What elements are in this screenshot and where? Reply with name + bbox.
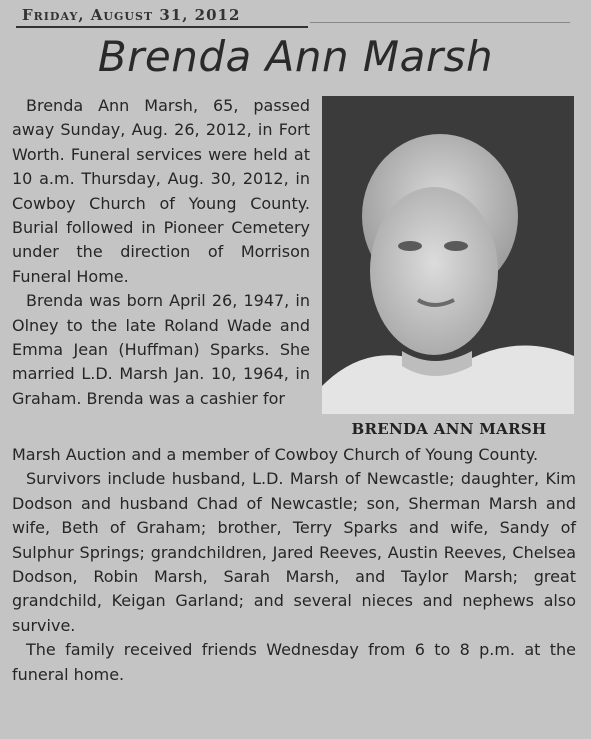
paragraph-death-notice: Brenda Ann Marsh, 65, passed away Sunday, Aug. 26, 2012, in Fort Worth. Funeral services were held at 10 a.m. Thursday, Aug. 30, 2012, in Cowboy Church of Young County. Burial followed in Pioneer Cemetery under the direction of Morrison Funeral Home. [12, 96, 310, 286]
obituary-headline: Brenda Ann Marsh [97, 32, 494, 81]
paragraph-survivors: Survivors include husband, L.D. Marsh of Newcastle; daughter, Kim Dodson and husband Chad of Newcastle; son, Sherman Marsh and wife, Beth of Graham; brother, Terry Sparks and wife, Sandy of Sulphur Springs; grandchildren, Jared Reeves, Austin Reeves, Chelsea Dodson, Robin Marsh, Sarah Marsh, and Taylor Marsh; great grandchild, Keigan Garland; and several nieces and nephews also survive. [12, 469, 576, 635]
paragraph-biography: Brenda was born April 26, 1947, in Olney to the late Roland Wade and Emma Jean (Huffman) Sparks. She married L.D. Marsh Jan. 10, 1964, in Graham. Brenda was a cashier for [12, 291, 310, 408]
portrait-photo [322, 96, 574, 414]
photo-caption: BRENDA ANN MARSH [351, 420, 547, 438]
obituary-column-text [12, 94, 310, 411]
portrait-illustration [322, 96, 574, 414]
paragraph-continuation: Marsh Auction and a member of Cowboy Church of Young County. [12, 445, 539, 464]
dateline-rule [16, 26, 308, 28]
obituary-full-text [12, 443, 576, 687]
top-rule [310, 22, 570, 23]
dateline: Friday, August 31, 2012 [22, 6, 241, 24]
paragraph-visitation: The family received friends Wednesday from 6 to 8 p.m. at the funeral home. [12, 640, 576, 684]
